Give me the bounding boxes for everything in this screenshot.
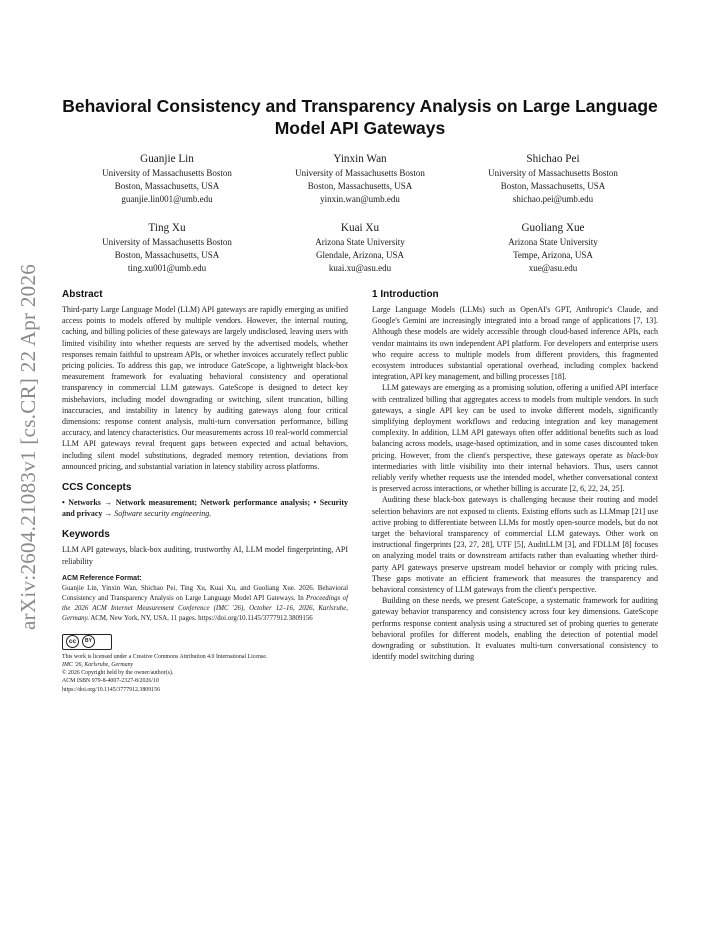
- acm-reference-venue: Proceedings of the 2026 ACM Internet Measurement Conference (IMC '26), October 12–16, 2026, Karlsruhe, Germany.: [62, 594, 348, 622]
- ccs-heading: CCS Concepts: [62, 482, 132, 494]
- author-location: Boston, Massachusetts, USA: [114, 250, 220, 260]
- author-email[interactable]: guanjie.lin001@umb.edu: [121, 194, 213, 204]
- acm-reference-text: [62, 584, 348, 624]
- intro-paragraph: [372, 382, 658, 494]
- author-block: [265, 152, 455, 206]
- author-email[interactable]: yinxin.wan@umb.edu: [320, 194, 400, 204]
- license-doi[interactable]: https://doi.org/10.1145/3777912.3809156: [62, 686, 161, 693]
- author-name: Yinxin Wan: [333, 153, 387, 165]
- author-location: Tempe, Arizona, USA: [513, 250, 593, 260]
- author-email[interactable]: ting.xu001@umb.edu: [127, 263, 207, 273]
- ccs-item-networks: • Networks → Network measurement; Network performance analysis;: [62, 498, 311, 508]
- keywords-text: LLM API gateways, black-box auditing, trustworthy AI, LLM model fingerprinting, API reliability: [62, 545, 348, 566]
- arxiv-identifier: arXiv:2604.21083v1 [cs.CR] 22 Apr 2026: [16, 263, 40, 630]
- by-icon: BY: [82, 635, 95, 648]
- author-affiliation: University of Massachusetts Boston: [102, 168, 232, 178]
- introduction-heading: 1 Introduction: [372, 289, 439, 300]
- author-email[interactable]: shichao.pei@umb.edu: [512, 194, 594, 204]
- acm-reference-publisher: ACM, New York, NY, USA, 11 pages. https://doi.org/10.1145/3777912.3809156: [88, 614, 313, 622]
- author-location: Boston, Massachusetts, USA: [500, 181, 606, 191]
- intro-paragraph-text: intermediaries with little visibility into their internal behaviors. Thus, users cannot reliably verify whether requests use the intended model, whether conversational context is preserved across interactions, or whether billing is accurate [2, 6, 22, 24, 25].: [372, 461, 658, 494]
- author-block: [458, 221, 648, 275]
- creative-commons-logo[interactable]: [62, 634, 112, 650]
- acm-reference-authors: Guanjie Lin, Yinxin Wan, Shichao Pei, Ting Xu, Kuai Xu, and Guoliang Xue. 2026. Behavioral Consistency and Transparency Analysis on Large Language Model API Gateways. In: [62, 584, 348, 602]
- ccs-item-security: • Security and privacy →: [62, 498, 349, 519]
- intro-paragraph: Building on these needs, we present GateScope, a systematic framework for auditing gateway behavior transparency and consistency across four key dimensions. GateScope performs response content analysis using a structured set of probing queries to generate behavioral profiles for different models, enabling the detection of potential model downgrading or substitution. It evaluates multi-turn conversational consistency to identify model switching during: [372, 596, 658, 662]
- author-affiliation: University of Massachusetts Boston: [295, 168, 425, 178]
- author-block: [458, 152, 648, 206]
- intro-paragraph: Large Language Models (LLMs) such as OpenAI's GPT, Anthropic's Claude, and Google's Gemini are increasingly integrated into a broad range of applications [7, 13]. Although these models are widely accessible through cloud-based inference APIs, each vendor maintains its own independent API platform. For developers and enterprise users who require access to multiple models from different providers, this fragmented ecosystem introduces substantial operational overhead, including complex backend integration, API key management, and billing processes [18].: [372, 305, 658, 382]
- license-copyright: © 2026 Copyright held by the owner/author(s).: [62, 670, 174, 677]
- intro-paragraph: Auditing these black-box gateways is challenging because their routing and model selection behaviors are not exposed to clients. Existing efforts such as LLMmap [21] use active probing to differentiate between LLMs for mostly open-source models, but do not target the behavioral transparency of commercial LLM gateways. Other work on instructional fingerprints [23, 27, 28], UTF [5], AuditLLM [3], and FDLLM [8] focuses on analyzing model traits or downstream artifacts rather than evaluating whether third-party API gateways preserve upstream model behavior or comply with pricing rules. These gaps motivate an efficient framework that measures the transparency and behavioral consistency of LLM gateways from the client's perspective.: [372, 495, 658, 595]
- keywords-heading: Keywords: [62, 529, 110, 541]
- cc-icon: cc: [66, 635, 79, 648]
- author-block: [265, 221, 455, 275]
- ccs-concepts: [62, 497, 348, 519]
- author-name: Guanjie Lin: [140, 153, 194, 165]
- author-location: Boston, Massachusetts, USA: [114, 181, 220, 191]
- author-affiliation: Arizona State University: [508, 237, 598, 247]
- left-column: [62, 288, 348, 694]
- license-venue: IMC '26, Karlsruhe, Germany: [62, 662, 134, 669]
- author-name: Ting Xu: [148, 222, 186, 234]
- acm-reference-heading: ACM Reference Format:: [62, 574, 142, 582]
- abstract-heading: Abstract: [62, 289, 103, 300]
- author-email[interactable]: kuai.xu@asu.edu: [328, 263, 392, 273]
- author-name: Kuai Xu: [340, 222, 380, 234]
- author-location: Glendale, Arizona, USA: [316, 250, 404, 260]
- abstract-text: Third-party Large Language Model (LLM) API gateways are rapidly emerging as unified access points to models offered by multiple vendors. However, the internal routing, caching, and billing policies of these gateways are largely undisclosed, leaving users with limited visibility into whether requests are served by the advertised models, whether responses remain faithful to upstream APIs, or whether invoices accurately reflect public pricing policies. To address this gap, we introduce GateScope, a lightweight black-box measurement framework for evaluating behavioral consistency and operational transparency in commercial LLM gateways. GateScope is designed to detect key misbehaviors, including model downgrading or switching, silent truncation, billing inaccuracies, and instability in latency by auditing gateways along four critical dimensions: response content analysis, multi-turn conversation performance, billing accuracy, and latency characteristics. Our measurements across 10 real-world commercial LLM API gateways reveal frequent gaps between expected and actual behaviors, including silent model substitutions, degraded memory retention, deviations from announced pricing, and substantial variation in latency stability across platforms.: [62, 305, 348, 471]
- author-affiliation: University of Massachusetts Boston: [102, 237, 232, 247]
- author-email[interactable]: xue@asu.edu: [528, 263, 578, 273]
- author-block: [72, 152, 262, 206]
- author-affiliation: Arizona State University: [315, 237, 405, 247]
- author-location: Boston, Massachusetts, USA: [307, 181, 413, 191]
- intro-paragraph-text: LLM gateways are emerging as a promising solution, offering a unified API interface with centralized billing that aggregates access to models from multiple vendors. In such gateways, a single API key can be used to invoke different models, significantly simplifying deployment workflows and reducing integration and key management complexity. In addition, LLM API gateways often offer additional benefits such as load balancing across models, usage-based optimization, and in some cases discounted token pricing. However, from the client's perspective, these gateways operate as: [372, 383, 658, 460]
- author-name: Guoliang Xue: [521, 222, 585, 234]
- right-column: [372, 288, 658, 663]
- intro-emphasis: black-box: [622, 450, 658, 460]
- author-name: Shichao Pei: [526, 153, 580, 165]
- author-block: [72, 221, 262, 275]
- paper-title: Behavioral Consistency and Transparency Analysis on Large Language Model API Gateways: [62, 96, 658, 138]
- ccs-item-security-sub: Software security engineering.: [112, 509, 212, 519]
- author-affiliation: University of Massachusetts Boston: [488, 168, 618, 178]
- license-isbn: ACM ISBN 979-8-4007-2327-8/2026/10: [62, 678, 159, 685]
- license-line: This work is licensed under a Creative Commons Attribution 4.0 International License.: [62, 653, 268, 660]
